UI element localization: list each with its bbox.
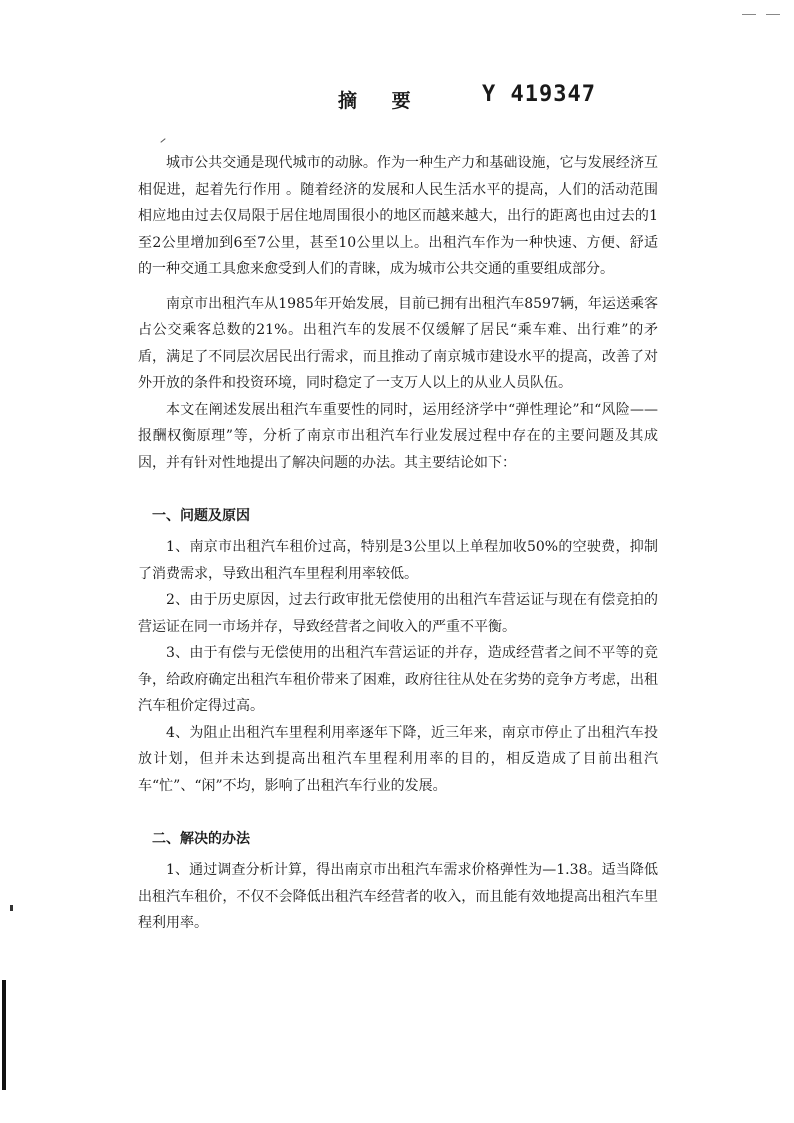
- paragraph-intro-1: 城市公共交通是现代城市的动脉。作为一种生产力和基础设施，它与发展经济互相促进，起着先行作用 。随着经济的发展和人民生活水平的提高，人们的活动范围相应地由过去仅局限于居住地周围很小的地区而越来越大，出行的距离也由过去的1至2公里增加到6至7公里，甚至10公里以上。出租汽车作为一种快速、方便、舒适的一种交通工具愈来愈受到人们的青睐，成为城市公共交通的重要组成部分。: [138, 155, 658, 277]
- paragraph-intro-2: 南京市出租汽车从1985年开始发展，目前已拥有出租汽车8597辆，年运送乘客占公交乘客总数的21%。出租汽车的发展不仅缓解了居民“乘车难、出行难”的矛盾，满足了不同层次居民出行需求，而且推动了南京城市建设水平的提高，改善了对外开放的条件和投资环境，同时稳定了一支万人以上的从业人员队伍。: [138, 295, 658, 391]
- list-item: 1、通过调查分析计算，得出南京市出租汽车需求价格弹性为—1.38。适当降低出租汽车租价，不仅不会降低出租汽车经营者的收入，而且能有效地提高出租汽车里程利用率。: [138, 862, 658, 931]
- scan-mark: [742, 14, 756, 15]
- section-heading-solutions: 二、解决的办法: [152, 831, 250, 847]
- section-heading-problems: 一、问题及原因: [152, 508, 250, 524]
- document-id: Y 419347: [482, 82, 596, 107]
- paragraph-intro-3: 本文在阐述发展出租汽车重要性的同时，运用经济学中“弹性理论”和“风险——报酬权衡原理”等，分析了南京市出租汽车行业发展过程中存在的主要问题及其成因，并有针对性地提出了解决问题的办法。其主要结论如下：: [138, 401, 658, 471]
- scan-edge-shadow: [2, 980, 6, 1090]
- scan-mark: [10, 905, 13, 911]
- list-item: 4、为阻止出租汽车里程利用率逐年下降，近三年来，南京市停止了出租汽车投放计划，但并未达到提高出租汽车里程利用率的目的，相反造成了目前出租汽车“忙”、“闲”不均，影响了出租汽车行业的发展。: [138, 724, 658, 794]
- pen-mark: [160, 138, 165, 143]
- page-title: 摘 要: [338, 90, 425, 112]
- page-header: [0, 82, 794, 122]
- list-item: 3、由于有偿与无偿使用的出租汽车营运证的并存，造成经营者之间不平等的竞争，给政府确定出租汽车租价带来了困难，政府往往从处在劣势的竞争方考虑，出租汽车租价定得过高。: [138, 645, 658, 714]
- abstract-body: [138, 150, 658, 937]
- list-item: 1、南京市出租汽车租价过高，特别是3公里以上单程加收50%的空驶费，抑制了消费需求，导致出租汽车里程利用率较低。: [138, 539, 658, 582]
- scan-mark: [766, 14, 780, 15]
- list-item: 2、由于历史原因，过去行政审批无偿使用的出租汽车营运证与现在有偿竞拍的营运证在同一市场并存，导致经营者之间收入的严重不平衡。: [138, 592, 658, 635]
